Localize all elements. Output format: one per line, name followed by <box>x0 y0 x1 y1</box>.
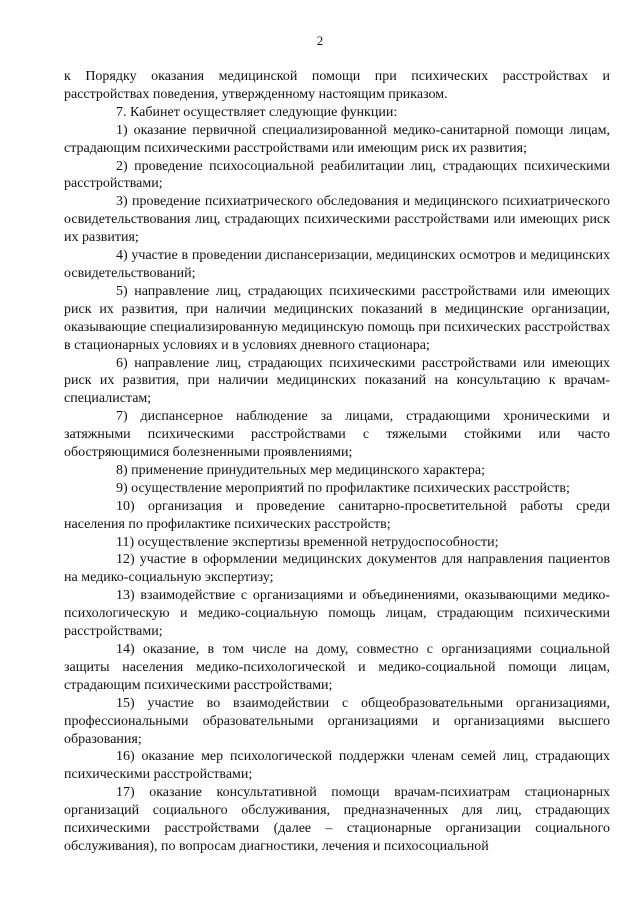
list-item: 4) участие в проведении диспансеризации, медицинских осмотров и медицинских освидетельствований; <box>64 248 610 281</box>
list-item: 2) проведение психосоциальной реабилитации лиц, страдающих психическими расстройствами; <box>64 158 610 192</box>
list-item: 16) оказание мер психологической поддержки членам семей лиц, страдающих психическими расстройствами; <box>64 749 610 783</box>
list-item: 7) диспансерное наблюдение за лицами, страдающими хроническими и затяжными психическими расстройствами с тяжелыми стойкими или часто обостряющимися болезненными проявлениями; <box>64 409 610 461</box>
list-item: 1) оказание первичной специализированной медико-санитарной помощи лицам, страдающим психическими расстройствами или имеющим риск их развития; <box>64 122 610 156</box>
list-item: 10) организация и проведение санитарно-просветительной работы среди населения по профилактике психических расстройств; <box>64 498 610 532</box>
list-item: 11) осуществление экспертизы временной нетрудоспособности; <box>116 534 499 550</box>
section-heading: 7. Кабинет осуществляет следующие функции: <box>116 104 398 120</box>
list-item: 8) применение принудительных мер медицинского характера; <box>116 462 485 478</box>
list-item: 13) взаимодействие с организациями и объединениями, оказывающими медико-психологическую и медико-социальную помощь лицам, страдающим психическими расстройствами; <box>64 588 610 640</box>
list-item: 5) направление лиц, страдающих психическими расстройствами или имеющих риск их развития, при наличии медицинских показаний в медицинские организации, оказывающие специализированную медицинскую помощь при психических расстройствах в стационарных условиях и в условиях дневного стационара; <box>64 283 610 353</box>
list-item: 9) осуществление мероприятий по профилактике психических расстройств; <box>116 480 570 496</box>
list-item: 15) участие во взаимодействии с общеобразовательными организациями, профессиональными образовательными организациями и организациями высшего образования; <box>64 695 610 747</box>
intro-paragraph: к Порядку оказания медицинской помощи при психических расстройствах и расстройствах поведения, утвержденному настоящим приказом. <box>64 69 610 102</box>
document-body <box>64 68 610 856</box>
list-item: 6) направление лиц, страдающих психическими расстройствами или имеющих риск их развития, при наличии медицинских показаний на консультацию к врачам-специалистам; <box>64 355 610 407</box>
page-number: 2 <box>316 33 324 48</box>
list-item: 17) оказание консультативной помощи врачам-психиатрам стационарных организаций социального обслуживания, предназначенных для лиц, страдающих психическими расстройствами (далее – стационарные организации социального обслуживания), по вопросам диагностики, лечения и психосоциальной <box>64 785 610 854</box>
list-item: 3) проведение психиатрического обследования и медицинского психиатрического освидетельствования лиц, страдающих психическими расстройствами или имеющих риск их развития; <box>64 194 610 246</box>
list-item: 14) оказание, в том числе на дому, совместно с организациями социальной защиты населения медико-психологической и медико-социальной помощи лицам, страдающим психическими расстройствами; <box>64 642 610 693</box>
list-item: 12) участие в оформлении медицинских документов для направления пациентов на медико-социальную экспертизу; <box>64 552 610 586</box>
